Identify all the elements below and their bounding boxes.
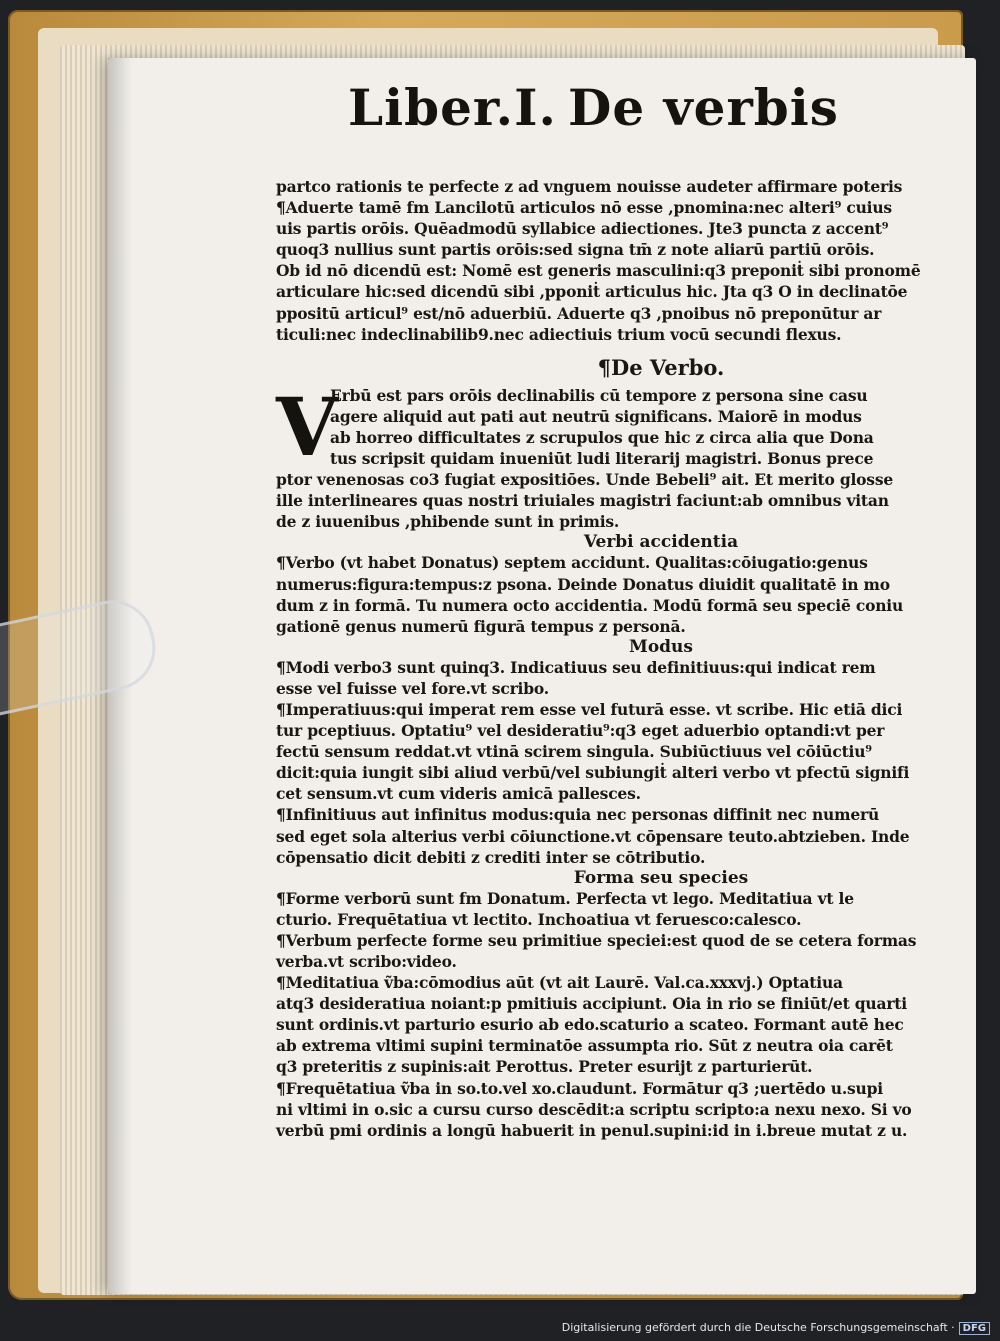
text-line: ppositū articul⁹ est/nō aduerbiū. Aduerte q3 ,pnoibus nō preponūtur ar	[276, 303, 882, 323]
dfg-logo-icon: DFG	[959, 1322, 990, 1335]
text-line: uis partis orōis. Quēadmodū syllabice adiectiones. Jte3 puncta z accent⁹	[276, 219, 889, 239]
text-line: ni vltimi in o.sic a cursu curso descēdit:a scriptu scripto:a nexu nexo. Si vo	[276, 1099, 912, 1119]
footer-text: Digitalisierung gefördert durch die Deutsche Forschungsgemeinschaft ·	[561, 1321, 955, 1334]
text-line: tus scripsit quidam inueniūt ludi literarij magistri. Bonus prece	[330, 449, 874, 469]
initial-letter: V	[276, 379, 339, 474]
text-line: partco rationis te perfecte z ad vnguem nouisse audeter affirmare poteris	[276, 177, 903, 196]
text-line: ¶Meditatiua ṽba:cōmodius aūt (vt ait Laurē. Val.ca.xxxvj.) Optatiua	[276, 973, 843, 993]
text-line: ¶Aduerte tamē fm Lancilotū articulos nō esse ,pnomina:nec alteri⁹ cuius	[276, 198, 892, 218]
text-line: ¶Infinitiuus aut infinitus modus:quia nec personas diffinit nec numerū	[276, 805, 880, 825]
text-line: agere aliquid aut pati aut neutrū significans. Maiorē in modus	[330, 406, 862, 426]
text-line: ¶Verbo (vt habet Donatus) septem accidunt. Qualitas:cōiugatio:genus	[276, 553, 868, 573]
text-line: cturio. Frequētatiua vt lectito. Inchoatiua vt feruesco:calesco.	[276, 909, 802, 929]
page-text	[276, 76, 1000, 1141]
text-line: dicit:quia iungit sibi aliud verbū/vel subiungiṫ alteri verbo vt pfectū signifi	[276, 763, 910, 783]
text-line: ptor venenosas co3 fugiat expositiōes. Unde Bebeli⁹ ait. Et merito glosse	[276, 470, 894, 490]
footer-credit	[562, 1321, 990, 1335]
text-line: ¶Verbum perfecte forme seu primitiue speciei:est quod de se cetera formas	[276, 930, 917, 950]
text-line: quoq3 nullius sunt partis orōis:sed signa tm̄ z note aliarū partiū orōis.	[276, 240, 875, 260]
text-line: sed eget sola alterius verbi cōiunctione.vt cōpensare teuto.abtzieben. Inde	[276, 826, 910, 846]
text-line: atq3 desideratiua noiant:p pmitiuis accipiunt. Oia in rio se finiūt/et quarti	[276, 994, 907, 1014]
text-line: ticuli:nec indeclinabilib9.nec adiectiuis trium vocū secundi flexus.	[276, 324, 842, 344]
section-title-de-verbo: ¶De Verbo.	[597, 354, 725, 380]
text-line: verba.vt scribo:video.	[276, 952, 457, 971]
text-line: q3 preteritis z supinis:ait Perottus. Preter esurijt z parturierūt.	[276, 1057, 813, 1077]
page-header	[276, 76, 1000, 176]
text-line: esse vel fuisse vel fore.vt scribo.	[276, 678, 549, 698]
subtitle-verbi-accidentia: Verbi accidentia	[583, 532, 739, 553]
text-line: fectū sensum reddat.vt vtinā scirem singula. Subiūctiuus vel cōiūctiu⁹	[276, 742, 872, 762]
text-line: ille interlineares quas nostri triuiales magistri faciunt:ab omnibus vitan	[276, 491, 889, 511]
text-line: cōpensatio dicit debiti z crediti inter se cōtributio.	[276, 847, 706, 867]
text-line: ab horreo difficultates z scrupulos que hic z circa alia que Dona	[330, 427, 874, 447]
text-line: Erbū est pars orōis declinabilis cū tempore z persona sine casu	[330, 385, 868, 405]
paragraph-forma	[276, 888, 1000, 1141]
subtitle-forma-seu-species: Forma seu species	[573, 867, 749, 888]
paragraph-articuli	[276, 176, 1000, 345]
text-line: articulare hic:sed dicendū sibi ,pponiṫ articulus hic. Jta q3 O in declinatōe	[276, 282, 908, 302]
text-line: ¶Forme verborū sunt fm Donatum. Perfecta vt lego. Meditatiua vt le	[276, 888, 854, 908]
paragraph-accidentia	[276, 552, 1000, 636]
text-line: sunt ordinis.vt parturio esurio ab edo.scaturio a scateo. Formant autē hec	[276, 1015, 904, 1035]
text-line: ab extrema vltimi supini terminatōe assumpta rio. Sūt z neutra oia carēt	[276, 1036, 893, 1056]
text-line: ¶Modi verbo3 sunt quinq3. Indicatiuus seu definitiuus:qui indicat rem	[276, 657, 876, 677]
paragraph-verbum-continued	[276, 469, 1000, 532]
text-line: ¶Imperatiuus:qui imperat rem esse vel futurā esse. vt scribe. Hic etiā dici	[276, 699, 903, 719]
text-line: Ob id nō dicendū est: Nomē est generis masculini:q3 preponiṫ sibi pronomē	[276, 261, 921, 281]
text-line: gationē genus numerū figurā tempus z personā.	[276, 616, 686, 636]
paragraph-modus	[276, 657, 1000, 868]
text-line: ¶Frequētatiua ṽba in so.to.vel xo.claudunt. Formātur q3 ;uertēdo u.supi	[276, 1078, 883, 1098]
text-line: tur pceptiuus. Optatiu⁹ vel desideratiu⁹:q3 eget aduerbio optandi:vt per	[276, 721, 885, 741]
header-de-verbis: De verbis	[568, 78, 839, 137]
text-line: de z iuuenibus ,phibende sunt in primis.	[276, 512, 620, 532]
header-liber: Liber.I.	[348, 78, 557, 137]
book-page	[108, 58, 976, 1294]
subtitle-modus: Modus	[629, 636, 693, 657]
text-line: verbū pmi ordinis a longū habuerit in penul.supini:id in i.breue mutat z u.	[276, 1120, 908, 1140]
text-line: cet sensum.vt cum videris amicā pallesces.	[276, 784, 641, 804]
text-line: numerus:figura:tempus:z psona. Deinde Donatus diuidit qualitatē in mo	[276, 574, 890, 594]
text-line: dum z in formā. Tu numera octo accidentia. Modū formā seu speciē coniu	[276, 595, 904, 615]
paragraph-verbum-definition	[276, 379, 1000, 474]
